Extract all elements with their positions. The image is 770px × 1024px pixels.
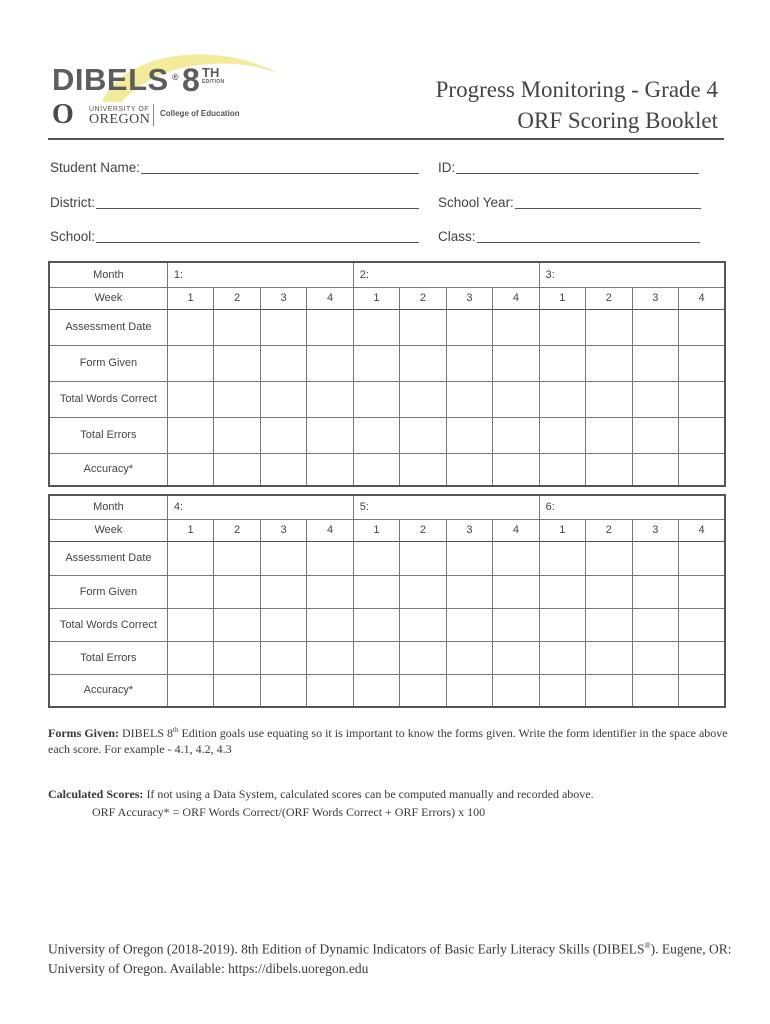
- score-entry-cell[interactable]: [167, 674, 213, 707]
- score-entry-cell[interactable]: [632, 674, 678, 707]
- score-entry-cell[interactable]: [400, 345, 446, 381]
- score-entry-cell[interactable]: [400, 417, 446, 453]
- score-entry-cell[interactable]: [307, 381, 353, 417]
- logo-edition-number: 8: [182, 62, 200, 98]
- score-entry-cell[interactable]: [307, 575, 353, 608]
- score-entry-cell[interactable]: [353, 608, 399, 641]
- week-number: 3: [260, 519, 306, 541]
- score-row-label: Assessment Date: [49, 309, 167, 345]
- week-number: 2: [586, 519, 632, 541]
- score-entry-cell[interactable]: [446, 608, 492, 641]
- month-cell[interactable]: 5:: [353, 495, 539, 519]
- score-entry-cell[interactable]: [446, 575, 492, 608]
- score-row-label: Total Words Correct: [49, 381, 167, 417]
- district-label: District:: [50, 194, 95, 210]
- score-entry-cell[interactable]: [586, 575, 632, 608]
- calculated-scores-text: If not using a Data System, calculated scores can be computed manually and recorded above.: [143, 787, 594, 801]
- score-entry-cell[interactable]: [214, 345, 260, 381]
- score-entry-cell[interactable]: [400, 541, 446, 575]
- week-number: 3: [446, 287, 492, 309]
- score-entry-cell[interactable]: [400, 641, 446, 674]
- score-entry-cell[interactable]: [632, 641, 678, 674]
- score-entry-cell[interactable]: [307, 641, 353, 674]
- month-row: [49, 262, 725, 287]
- week-number: 3: [446, 519, 492, 541]
- score-entry-cell[interactable]: [260, 417, 306, 453]
- score-entry-cell[interactable]: [400, 453, 446, 486]
- score-entry-cell[interactable]: [260, 309, 306, 345]
- score-entry-cell[interactable]: [679, 453, 725, 486]
- score-entry-cell[interactable]: [679, 417, 725, 453]
- school-line[interactable]: [96, 228, 419, 243]
- score-entry-cell[interactable]: [353, 417, 399, 453]
- score-entry-cell[interactable]: [400, 575, 446, 608]
- month-row-label: Month: [49, 495, 167, 519]
- score-entry-cell[interactable]: [446, 345, 492, 381]
- score-entry-cell[interactable]: [167, 381, 213, 417]
- score-row: [49, 541, 725, 575]
- score-entry-cell[interactable]: [167, 309, 213, 345]
- score-entry-cell[interactable]: [679, 641, 725, 674]
- score-entry-cell[interactable]: [400, 608, 446, 641]
- score-row: [49, 608, 725, 641]
- score-entry-cell[interactable]: [493, 381, 539, 417]
- score-entry-cell[interactable]: [307, 453, 353, 486]
- score-entry-cell[interactable]: [446, 309, 492, 345]
- score-entry-cell[interactable]: [307, 674, 353, 707]
- score-entry-cell[interactable]: [539, 641, 585, 674]
- week-number: 4: [493, 287, 539, 309]
- score-entry-cell[interactable]: [214, 381, 260, 417]
- score-row: [49, 674, 725, 707]
- score-row: [49, 453, 725, 486]
- school-year-line[interactable]: [515, 194, 701, 209]
- score-entry-cell[interactable]: [353, 674, 399, 707]
- score-entry-cell[interactable]: [539, 417, 585, 453]
- week-row: [49, 287, 725, 309]
- score-entry-cell[interactable]: [539, 309, 585, 345]
- score-row-label: Total Errors: [49, 417, 167, 453]
- score-entry-cell[interactable]: [539, 541, 585, 575]
- id-label: ID:: [438, 159, 456, 175]
- logo-edition-word: EDITION: [202, 79, 225, 85]
- score-entry-cell[interactable]: [167, 575, 213, 608]
- score-entry-cell[interactable]: [539, 381, 585, 417]
- score-entry-cell[interactable]: [539, 674, 585, 707]
- citation-sup: ®: [644, 941, 651, 950]
- score-entry-cell[interactable]: [214, 608, 260, 641]
- score-entry-cell[interactable]: [679, 674, 725, 707]
- forms-given-sup: th: [173, 726, 179, 734]
- page-title: Progress Monitoring - Grade 4: [435, 77, 718, 102]
- score-row: [49, 575, 725, 608]
- score-entry-cell[interactable]: [214, 641, 260, 674]
- score-entry-cell[interactable]: [586, 541, 632, 575]
- district-field[interactable]: [50, 191, 419, 209]
- score-entry-cell[interactable]: [493, 417, 539, 453]
- score-entry-cell[interactable]: [260, 641, 306, 674]
- week-number: 4: [679, 287, 725, 309]
- school-label: School:: [50, 228, 96, 244]
- score-entry-cell[interactable]: [493, 575, 539, 608]
- score-entry-cell[interactable]: [214, 575, 260, 608]
- score-entry-cell[interactable]: [679, 309, 725, 345]
- forms-given-text-a: DIBELS 8: [119, 726, 173, 740]
- score-row-label: Total Words Correct: [49, 608, 167, 641]
- calculated-scores-note: [48, 786, 728, 802]
- week-number: 4: [679, 519, 725, 541]
- logo-oregon: OREGON: [89, 112, 151, 127]
- score-row: [49, 309, 725, 345]
- month-cell[interactable]: 6:: [539, 495, 725, 519]
- logo-edition-suffix: TH: [202, 65, 220, 80]
- week-number: 1: [353, 519, 399, 541]
- week-row: [49, 519, 725, 541]
- forms-given-note: [48, 722, 728, 757]
- score-entry-cell[interactable]: [307, 417, 353, 453]
- forms-given-title: Forms Given:: [48, 726, 119, 740]
- score-row-label: Form Given: [49, 575, 167, 608]
- week-number: 2: [400, 519, 446, 541]
- class-label: Class:: [438, 228, 476, 244]
- page-subtitle: ORF Scoring Booklet: [517, 108, 718, 133]
- score-entry-cell[interactable]: [353, 381, 399, 417]
- score-entry-cell[interactable]: [632, 453, 678, 486]
- score-entry-cell[interactable]: [167, 608, 213, 641]
- score-entry-cell[interactable]: [400, 674, 446, 707]
- score-entry-cell[interactable]: [539, 453, 585, 486]
- week-number: 4: [493, 519, 539, 541]
- class-field[interactable]: [438, 225, 700, 243]
- score-row-label: Accuracy*: [49, 453, 167, 486]
- score-row-label: Form Given: [49, 345, 167, 381]
- score-entry-cell[interactable]: [586, 453, 632, 486]
- accuracy-formula: ORF Accuracy* = ORF Words Correct/(ORF Words Correct + ORF Errors) x 100: [92, 805, 486, 819]
- score-entry-cell[interactable]: [446, 641, 492, 674]
- score-entry-cell[interactable]: [353, 309, 399, 345]
- week-number: 2: [400, 287, 446, 309]
- score-entry-cell[interactable]: [632, 309, 678, 345]
- score-entry-cell[interactable]: [539, 345, 585, 381]
- week-number: 1: [539, 519, 585, 541]
- score-entry-cell[interactable]: [307, 345, 353, 381]
- week-number: 2: [214, 519, 260, 541]
- score-entry-cell[interactable]: [493, 345, 539, 381]
- score-entry-cell[interactable]: [167, 641, 213, 674]
- citation-text-b: ). Eugene, OR: University of Oregon. Available: https://dibels.uoregon.edu: [48, 941, 732, 976]
- week-number: 3: [632, 287, 678, 309]
- score-entry-cell[interactable]: [260, 674, 306, 707]
- score-table-months-1-3: [48, 261, 726, 487]
- score-entry-cell[interactable]: [214, 453, 260, 486]
- score-entry-cell[interactable]: [586, 417, 632, 453]
- score-entry-cell[interactable]: [353, 641, 399, 674]
- uo-logo-mark: O: [52, 99, 74, 130]
- score-entry-cell[interactable]: [446, 381, 492, 417]
- score-entry-cell[interactable]: [679, 541, 725, 575]
- score-row-label: Accuracy*: [49, 674, 167, 707]
- school-year-label: School Year:: [438, 194, 514, 210]
- logo-university-of: UNIVERSITY OF: [89, 106, 150, 113]
- score-entry-cell[interactable]: [493, 541, 539, 575]
- class-line[interactable]: [477, 228, 700, 243]
- score-entry-cell[interactable]: [214, 309, 260, 345]
- logo-dibels: DIBELS: [52, 62, 169, 97]
- score-entry-cell[interactable]: [632, 608, 678, 641]
- school-year-field[interactable]: [438, 191, 701, 209]
- score-entry-cell[interactable]: [260, 608, 306, 641]
- score-entry-cell[interactable]: [539, 608, 585, 641]
- week-number: 1: [539, 287, 585, 309]
- score-entry-cell[interactable]: [446, 541, 492, 575]
- score-entry-cell[interactable]: [493, 674, 539, 707]
- score-entry-cell[interactable]: [586, 674, 632, 707]
- score-entry-cell[interactable]: [307, 608, 353, 641]
- score-row: [49, 381, 725, 417]
- score-entry-cell[interactable]: [353, 453, 399, 486]
- week-number: 2: [586, 287, 632, 309]
- score-entry-cell[interactable]: [167, 453, 213, 486]
- score-entry-cell[interactable]: [586, 641, 632, 674]
- score-entry-cell[interactable]: [679, 608, 725, 641]
- score-entry-cell[interactable]: [214, 417, 260, 453]
- score-entry-cell[interactable]: [260, 575, 306, 608]
- score-entry-cell[interactable]: [632, 345, 678, 381]
- score-entry-cell[interactable]: [493, 608, 539, 641]
- logo-registered-mark: ®: [172, 72, 179, 82]
- week-row-label: Week: [49, 519, 167, 541]
- score-entry-cell[interactable]: [400, 381, 446, 417]
- score-entry-cell[interactable]: [586, 309, 632, 345]
- week-number: 1: [167, 519, 213, 541]
- score-entry-cell[interactable]: [679, 575, 725, 608]
- month-cell[interactable]: 3:: [539, 262, 725, 287]
- score-row: [49, 417, 725, 453]
- score-entry-cell[interactable]: [400, 309, 446, 345]
- student-name-line[interactable]: [141, 159, 419, 174]
- score-entry-cell[interactable]: [353, 541, 399, 575]
- score-entry-cell[interactable]: [214, 674, 260, 707]
- id-field[interactable]: [438, 156, 699, 174]
- score-entry-cell[interactable]: [679, 381, 725, 417]
- calculated-scores-title: Calculated Scores:: [48, 787, 144, 801]
- week-number: 3: [260, 287, 306, 309]
- score-entry-cell[interactable]: [446, 453, 492, 486]
- week-number: 4: [307, 519, 353, 541]
- week-number: 1: [167, 287, 213, 309]
- school-field[interactable]: [50, 225, 419, 243]
- score-entry-cell[interactable]: [493, 453, 539, 486]
- student-name-label: Student Name:: [50, 159, 141, 175]
- score-entry-cell[interactable]: [632, 417, 678, 453]
- score-entry-cell[interactable]: [167, 541, 213, 575]
- score-entry-cell[interactable]: [679, 345, 725, 381]
- score-entry-cell[interactable]: [353, 345, 399, 381]
- score-entry-cell[interactable]: [307, 541, 353, 575]
- score-entry-cell[interactable]: [353, 575, 399, 608]
- score-entry-cell[interactable]: [260, 381, 306, 417]
- week-number: 1: [353, 287, 399, 309]
- score-row-label: Assessment Date: [49, 541, 167, 575]
- week-number: 2: [214, 287, 260, 309]
- student-name-field[interactable]: [50, 156, 419, 174]
- month-cell[interactable]: 2:: [353, 262, 539, 287]
- month-row-label: Month: [49, 262, 167, 287]
- score-entry-cell[interactable]: [167, 417, 213, 453]
- month-cell[interactable]: 4:: [167, 495, 353, 519]
- month-row: [49, 495, 725, 519]
- score-entry-cell[interactable]: [260, 453, 306, 486]
- score-entry-cell[interactable]: [214, 541, 260, 575]
- score-entry-cell[interactable]: [307, 309, 353, 345]
- score-row: [49, 345, 725, 381]
- score-row-label: Total Errors: [49, 641, 167, 674]
- week-row-label: Week: [49, 287, 167, 309]
- score-entry-cell[interactable]: [632, 381, 678, 417]
- score-entry-cell[interactable]: [539, 575, 585, 608]
- score-entry-cell[interactable]: [446, 674, 492, 707]
- forms-given-text-b: Edition goals use equating so it is important to know the forms given. Write the form identifier in the space above each score. For example - 4.1, 4.2, 4.3: [48, 726, 728, 756]
- score-entry-cell[interactable]: [493, 641, 539, 674]
- week-number: 3: [632, 519, 678, 541]
- score-entry-cell[interactable]: [260, 541, 306, 575]
- citation: [48, 936, 738, 978]
- score-entry-cell[interactable]: [632, 541, 678, 575]
- score-entry-cell[interactable]: [586, 345, 632, 381]
- logo-divider: [153, 104, 154, 126]
- score-table-months-4-6: [48, 494, 726, 708]
- score-entry-cell[interactable]: [446, 417, 492, 453]
- score-entry-cell[interactable]: [493, 309, 539, 345]
- score-entry-cell[interactable]: [632, 575, 678, 608]
- district-line[interactable]: [96, 194, 419, 209]
- score-entry-cell[interactable]: [167, 345, 213, 381]
- header-divider: [48, 138, 724, 140]
- logo-college: College of Education: [160, 109, 240, 118]
- score-entry-cell[interactable]: [260, 345, 306, 381]
- score-entry-cell[interactable]: [586, 608, 632, 641]
- score-row: [49, 641, 725, 674]
- citation-text-a: University of Oregon (2018-2019). 8th Edition of Dynamic Indicators of Basic Early Literacy Skills (DIBELS: [48, 941, 645, 957]
- week-number: 4: [307, 287, 353, 309]
- score-entry-cell[interactable]: [586, 381, 632, 417]
- month-cell[interactable]: 1:: [167, 262, 353, 287]
- id-line[interactable]: [456, 159, 699, 174]
